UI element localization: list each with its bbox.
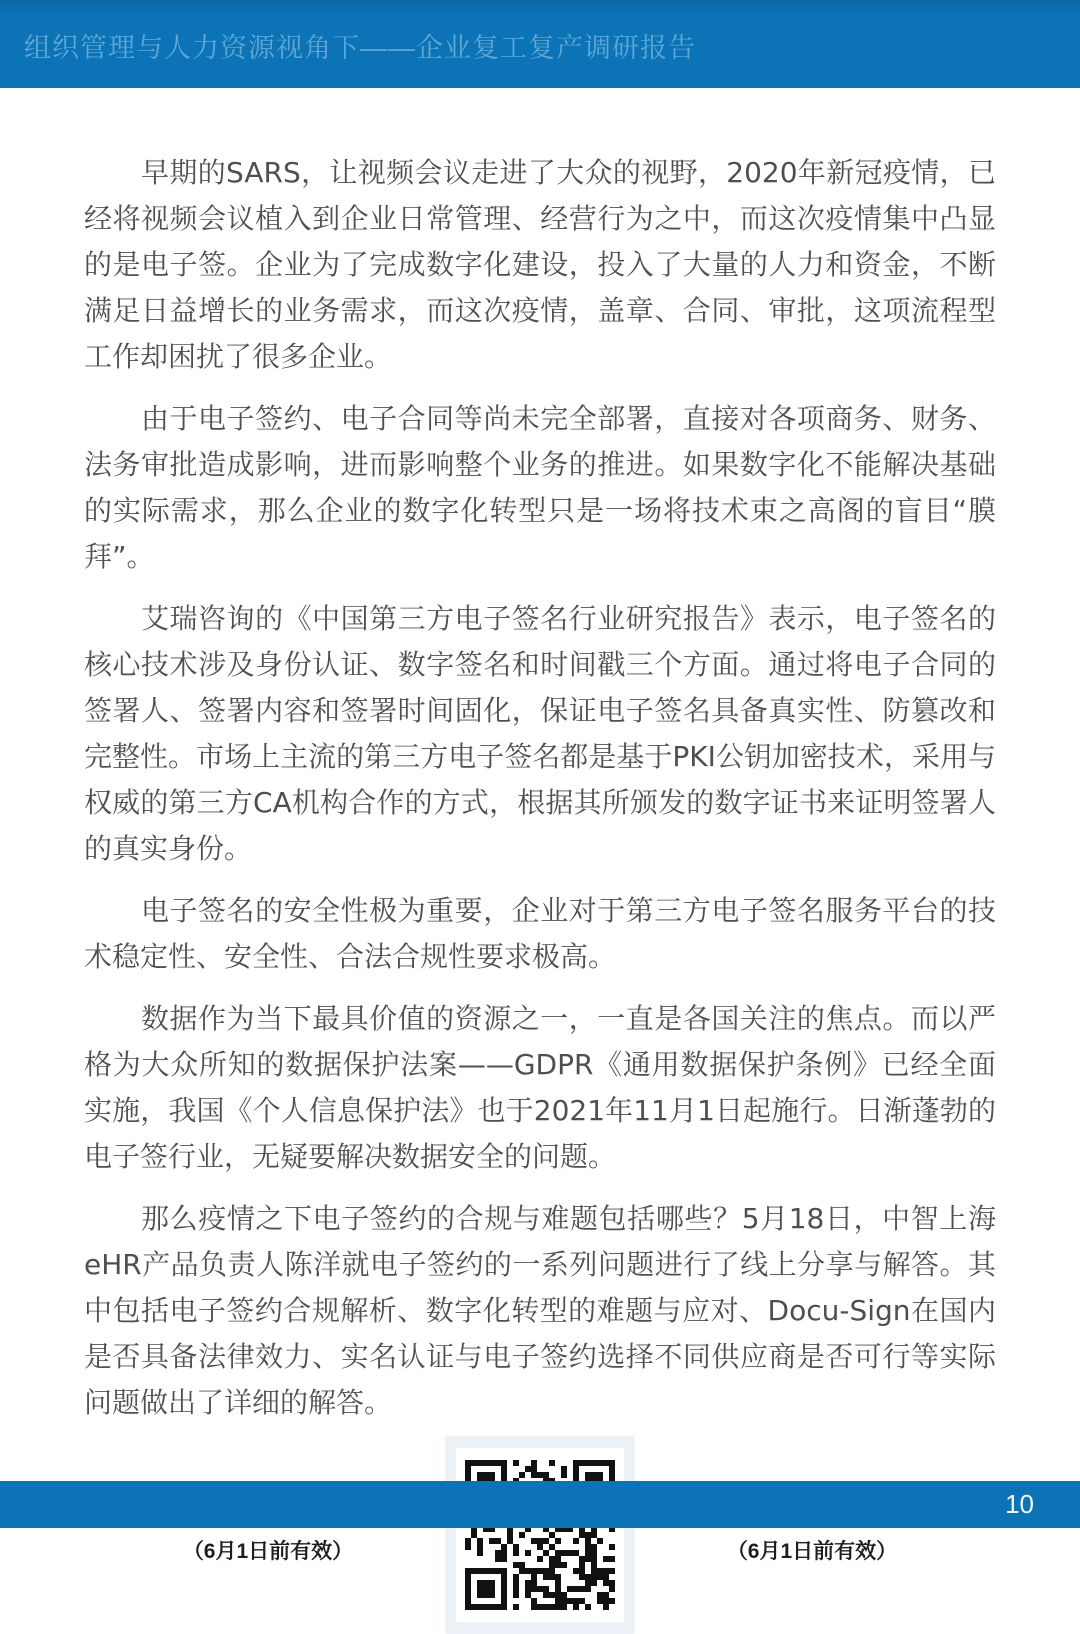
report-title: 组织管理与人力资源视角下——企业复工复产调研报告 [24, 32, 696, 63]
page-number: 10 [1005, 1489, 1034, 1519]
paragraph-6: 那么疫情之下电子签约的合规与难题包括哪些？5月18日，中智上海eHR产品负责人陈洋就电子签约的一系列问题进行了线上分享与解答。其中包括电子签约合规解析、数字化转型的难题与应对、Docu-Sign在国内是否具备法律效力、实名认证与电子签约选择不同供应商是否可行等实际问题做出了详细的解答。 [84, 1202, 996, 1419]
paragraph-5: 数据作为当下最具价值的资源之一，一直是各国关注的焦点。而以严格为大众所知的数据保护法案——GDPR《通用数据保护条例》已经全面实施，我国《个人信息保护法》也于2021年11月1日起施行。日渐蓬勃的电子签行业，无疑要解决数据安全的问题。 [84, 1002, 996, 1173]
paragraph-2: 由于电子签约、电子合同等尚未完全部署，直接对各项商务、财务、法务审批造成影响，进而影响整个业务的推进。如果数字化不能解决基础的实际需求，那么企业的数字化转型只是一场将技术束之高阁的盲目“膜拜”。 [84, 402, 996, 573]
paragraph-4: 电子签名的安全性极为重要，企业对于第三方电子签名服务平台的技术稳定性、安全性、合法合规性要求极高。 [84, 894, 996, 973]
article-body [0, 88, 1080, 1634]
qr-caption-right-line2: （6月1日前有效） [726, 1540, 898, 1563]
paragraph-3: 艾瑞咨询的《中国第三方电子签名行业研究报告》表示，电子签名的核心技术涉及身份认证、数字签名和时间戳三个方面。通过将电子合同的签署人、签署内容和签署时间固化，保证电子签名具备真实性、防篡改和完整性。市场上主流的第三方电子签名都是基于PKI公钥加密技术，采用与权威的第三方CA机构合作的方式，根据其所颁发的数字证书来证明签署人的真实身份。 [84, 602, 996, 865]
paragraph-1: 早期的SARS，让视频会议走进了大众的视野，2020年新冠疫情，已经将视频会议植入到企业日常管理、经营行为之中，而这次疫情集中凸显的是电子签。企业为了完成数字化建设，投入了大量的人力和资金，不断满足日益增长的业务需求，而这次疫情，盖章、合同、审批，这项流程型工作却困扰了很多企业。 [84, 156, 996, 373]
qr-caption-left-line2: （6月1日前有效） [182, 1540, 354, 1563]
qr-code-frame [456, 1448, 624, 1622]
qr-code-panel [445, 1436, 635, 1634]
page-header [0, 0, 1080, 88]
page-footer [0, 1481, 1080, 1528]
qr-section [84, 1436, 996, 1634]
